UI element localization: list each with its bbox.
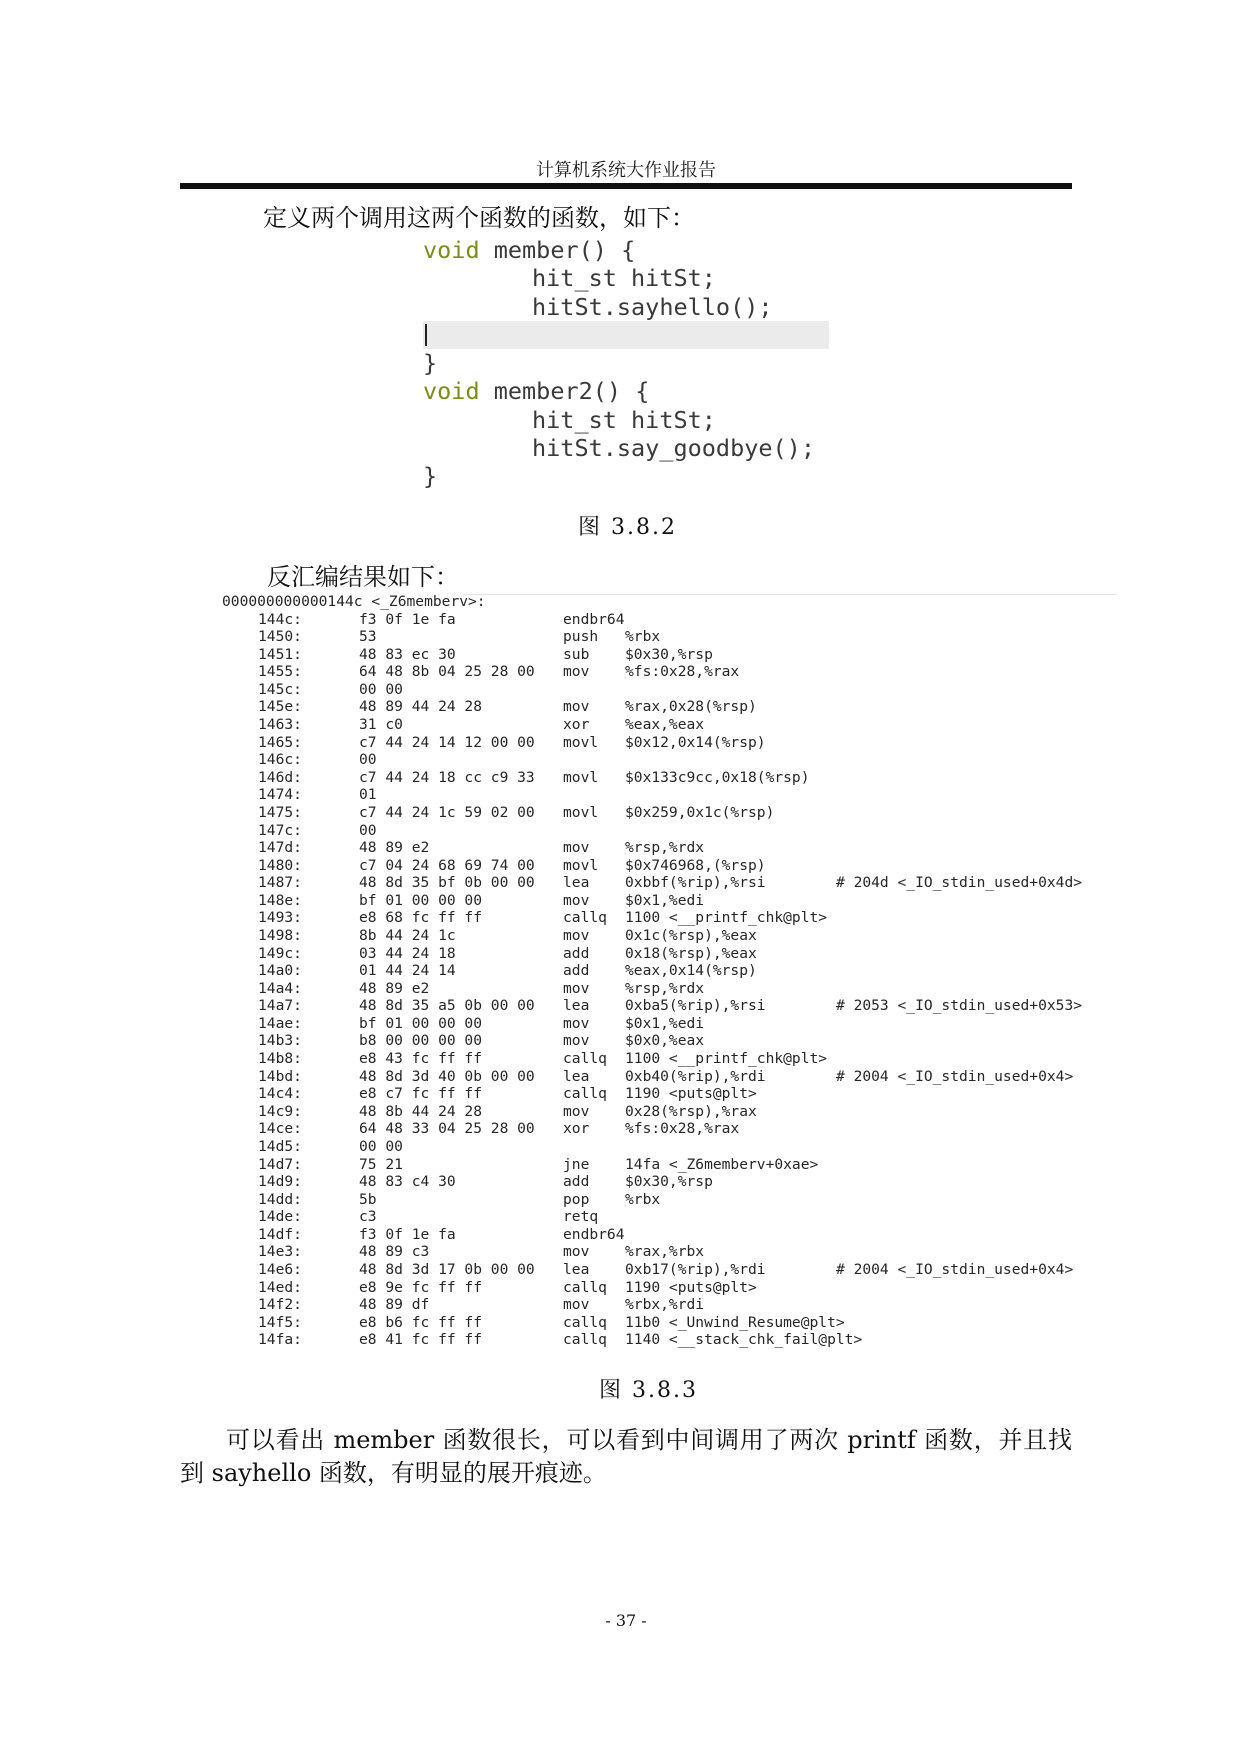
disasm-row <box>222 804 1112 822</box>
disasm-address: 14d9: <box>258 1173 302 1191</box>
disasm-address: 1455: <box>258 663 302 681</box>
disasm-bytes: c7 44 24 18 cc c9 33 <box>359 768 535 786</box>
code-text: member() { <box>479 236 636 264</box>
disasm-operands: 0xb17(%rip),%rdi <box>625 1260 766 1278</box>
disasm-mnemonic: mov <box>563 979 590 997</box>
disasm-bytes: 48 89 e2 <box>359 839 430 857</box>
disasm-address: 1450: <box>258 628 302 646</box>
disasm-operands: %rbx <box>625 628 661 646</box>
disasm-mnemonic: movl <box>563 768 599 786</box>
code-keyword: void <box>423 377 480 406</box>
disasm-operands: %fs:0x28,%rax <box>625 1120 740 1138</box>
disasm-address: 14ae: <box>258 1014 302 1032</box>
disasm-operands: %rsp,%rdx <box>625 979 705 997</box>
disasm-mnemonic: callq <box>563 1313 607 1331</box>
disasm-bytes: 5b <box>359 1190 377 1208</box>
disasm-function-label: 000000000000144c <_Z6memberv>: <box>222 593 486 610</box>
disasm-address: 1475: <box>258 803 302 821</box>
disasm-address: 1451: <box>258 645 302 663</box>
disasm-comment: # 2004 <_IO_stdin_used+0x4> <box>836 1260 1074 1278</box>
disasm-bytes: bf 01 00 00 00 <box>359 1014 483 1032</box>
disasm-operands: 1140 <__stack_chk_fail@plt> <box>625 1331 863 1349</box>
disasm-row <box>222 1331 1112 1349</box>
disasm-address: 149c: <box>258 944 302 962</box>
disasm-bytes: 75 21 <box>359 1155 403 1173</box>
header-rule <box>180 183 1072 189</box>
disasm-row <box>222 962 1112 980</box>
disasm-operands: 0x18(%rsp),%eax <box>625 944 757 962</box>
disasm-operands: %rax,%rbx <box>625 1243 705 1261</box>
disasm-bytes: 01 <box>359 786 377 804</box>
disasm-bytes: e8 c7 fc ff ff <box>359 1085 483 1103</box>
code-line <box>423 406 843 434</box>
disassembly-listing <box>222 593 1112 1349</box>
code-line <box>423 349 843 377</box>
disasm-bytes: e8 b6 fc ff ff <box>359 1313 483 1331</box>
disasm-mnemonic: jne <box>563 1155 590 1173</box>
code-intro-text: 定义两个调用这两个函数的函数，如下： <box>263 204 695 232</box>
figure-caption: 图 3.8.3 <box>599 1378 698 1403</box>
disasm-operands: %rax,0x28(%rsp) <box>625 698 757 716</box>
disasm-row <box>222 751 1112 769</box>
disasm-operands: 14fa <_Z6memberv+0xae> <box>625 1155 819 1173</box>
disasm-bytes: e8 43 fc ff ff <box>359 1050 483 1068</box>
disasm-comment: # 2004 <_IO_stdin_used+0x4> <box>836 1067 1074 1085</box>
disasm-row <box>222 1314 1112 1332</box>
disasm-operands: 0x28(%rsp),%rax <box>625 1102 757 1120</box>
disasm-row <box>222 927 1112 945</box>
disasm-mnemonic: mov <box>563 1296 590 1314</box>
disasm-address: 1480: <box>258 856 302 874</box>
text-cursor <box>425 324 427 346</box>
disasm-address: 1498: <box>258 926 302 944</box>
disasm-address: 14fa: <box>258 1331 302 1349</box>
disasm-mnemonic: movl <box>563 803 599 821</box>
disasm-operands: $0x0,%eax <box>625 1032 705 1050</box>
disasm-bytes: 48 89 c3 <box>359 1243 430 1261</box>
disasm-address: 14dd: <box>258 1190 302 1208</box>
disasm-address: 146c: <box>258 751 302 769</box>
disasm-operands: 1100 <__printf_chk@plt> <box>625 909 828 927</box>
code-snippet <box>423 236 843 491</box>
disasm-address: 14b8: <box>258 1050 302 1068</box>
disasm-mnemonic: callq <box>563 1050 607 1068</box>
disasm-bytes: 48 89 df <box>359 1296 430 1314</box>
disasm-operands: %rsp,%rdx <box>625 839 705 857</box>
disasm-mnemonic: endbr64 <box>563 610 625 628</box>
disasm-mnemonic: retq <box>563 1208 599 1226</box>
disasm-address: 14c9: <box>258 1102 302 1120</box>
code-text: } <box>423 349 438 378</box>
disasm-address: 14a7: <box>258 997 302 1015</box>
disasm-bytes: 00 <box>359 821 377 839</box>
code-text: hit_st hitSt; <box>532 264 716 293</box>
disasm-mnemonic: mov <box>563 663 590 681</box>
disasm-row <box>222 839 1112 857</box>
disasm-operands: $0x30,%rsp <box>625 1173 713 1191</box>
disasm-operands: $0x12,0x14(%rsp) <box>625 733 766 751</box>
disasm-row <box>222 1050 1112 1068</box>
disasm-mnemonic: movl <box>563 733 599 751</box>
disasm-mnemonic: callq <box>563 1085 607 1103</box>
disasm-address: 14b3: <box>258 1032 302 1050</box>
disasm-intro-text: 反汇编结果如下： <box>267 563 459 591</box>
disasm-row <box>222 1085 1112 1103</box>
code-line <box>423 377 843 405</box>
conclusion-line-1: 可以看出 member 函数很长，可以看到中间调用了两次 printf 函数，并且找 <box>226 1426 1072 1454</box>
disasm-address: 14a0: <box>258 962 302 980</box>
disasm-bytes: 48 8d 3d 40 0b 00 00 <box>359 1067 535 1085</box>
disasm-mnemonic: mov <box>563 891 590 909</box>
page-number: - 37 - <box>605 1611 647 1630</box>
disasm-address: 14e6: <box>258 1260 302 1278</box>
disasm-bytes: bf 01 00 00 00 <box>359 891 483 909</box>
disasm-operands: 1190 <puts@plt> <box>625 1278 757 1296</box>
disasm-bytes: f3 0f 1e fa <box>359 1225 456 1243</box>
disasm-row <box>222 769 1112 787</box>
disasm-bytes: 64 48 33 04 25 28 00 <box>359 1120 535 1138</box>
disasm-row <box>222 716 1112 734</box>
disasm-mnemonic: xor <box>563 1120 590 1138</box>
disasm-operands: $0x1,%edi <box>625 1014 705 1032</box>
disasm-bytes: 03 44 24 18 <box>359 944 456 962</box>
disasm-bytes: 64 48 8b 04 25 28 00 <box>359 663 535 681</box>
disasm-address: 1463: <box>258 716 302 734</box>
disasm-row <box>222 1138 1112 1156</box>
code-text: } <box>423 462 438 491</box>
disasm-row <box>222 909 1112 927</box>
disasm-row <box>222 1191 1112 1209</box>
disasm-row <box>222 874 1112 892</box>
disasm-row <box>222 892 1112 910</box>
disasm-bytes: 48 83 c4 30 <box>359 1173 456 1191</box>
disasm-mnemonic: add <box>563 1173 590 1191</box>
disasm-mnemonic: sub <box>563 645 590 663</box>
disasm-row <box>222 1068 1112 1086</box>
disasm-row <box>222 698 1112 716</box>
disasm-address: 14d7: <box>258 1155 302 1173</box>
code-line <box>423 264 843 292</box>
disasm-bytes: 48 8d 3d 17 0b 00 00 <box>359 1260 535 1278</box>
disasm-operands: 0xba5(%rip),%rsi <box>625 997 766 1015</box>
disasm-bytes: 31 c0 <box>359 716 403 734</box>
disasm-row <box>222 628 1112 646</box>
disasm-address: 14f5: <box>258 1313 302 1331</box>
disasm-row <box>222 1296 1112 1314</box>
disasm-mnemonic: xor <box>563 716 590 734</box>
disasm-address: 14bd: <box>258 1067 302 1085</box>
disasm-mnemonic: movl <box>563 856 599 874</box>
disasm-row <box>222 1173 1112 1191</box>
disasm-address: 14ce: <box>258 1120 302 1138</box>
disasm-operands: %eax,0x14(%rsp) <box>625 962 757 980</box>
disasm-bytes: e8 41 fc ff ff <box>359 1331 483 1349</box>
disasm-operands: $0x1,%edi <box>625 891 705 909</box>
disasm-row <box>222 663 1112 681</box>
disasm-mnemonic: callq <box>563 1331 607 1349</box>
disasm-operands: 0xb40(%rip),%rdi <box>625 1067 766 1085</box>
disasm-row <box>222 857 1112 875</box>
disasm-mnemonic: pop <box>563 1190 590 1208</box>
disasm-bytes: 8b 44 24 1c <box>359 926 456 944</box>
disasm-address: 14d5: <box>258 1137 302 1155</box>
disasm-address: 14f2: <box>258 1296 302 1314</box>
disasm-operands: 1190 <puts@plt> <box>625 1085 757 1103</box>
disasm-mnemonic: lea <box>563 1260 590 1278</box>
code-text: hitSt.sayhello(); <box>532 292 773 321</box>
disasm-row <box>222 646 1112 664</box>
disasm-bytes: c7 44 24 1c 59 02 00 <box>359 803 535 821</box>
disasm-row <box>222 822 1112 840</box>
disasm-comment: # 204d <_IO_stdin_used+0x4d> <box>836 874 1083 892</box>
disasm-row <box>222 1243 1112 1261</box>
disasm-address: 14a4: <box>258 979 302 997</box>
disasm-operands: 0x1c(%rsp),%eax <box>625 926 757 944</box>
disasm-mnemonic: mov <box>563 1102 590 1120</box>
disasm-bytes: 53 <box>359 628 377 646</box>
disasm-row <box>222 1015 1112 1033</box>
disasm-bytes: 48 8d 35 bf 0b 00 00 <box>359 874 535 892</box>
disasm-operands: 11b0 <_Unwind_Resume@plt> <box>625 1313 845 1331</box>
disasm-mnemonic: mov <box>563 839 590 857</box>
disasm-mnemonic: lea <box>563 997 590 1015</box>
disasm-address: 14df: <box>258 1225 302 1243</box>
disasm-mnemonic: add <box>563 962 590 980</box>
disasm-bytes: 00 00 <box>359 680 403 698</box>
disasm-mnemonic: mov <box>563 1243 590 1261</box>
code-line-current <box>423 321 829 349</box>
disasm-address: 145e: <box>258 698 302 716</box>
disasm-row <box>222 734 1112 752</box>
disasm-address: 147c: <box>258 821 302 839</box>
conclusion-line-2: 到 sayhello 函数，有明显的展开痕迹。 <box>180 1459 607 1487</box>
disasm-row <box>222 1208 1112 1226</box>
disasm-address: 145c: <box>258 680 302 698</box>
disasm-mnemonic: mov <box>563 698 590 716</box>
disasm-operands: 1100 <__printf_chk@plt> <box>625 1050 828 1068</box>
disasm-row <box>222 1156 1112 1174</box>
disasm-row <box>222 1103 1112 1121</box>
disasm-address: 1474: <box>258 786 302 804</box>
disasm-row <box>222 980 1112 998</box>
disasm-bytes: 48 83 ec 30 <box>359 645 456 663</box>
disasm-address: 144c: <box>258 610 302 628</box>
disasm-operands: %rbx,%rdi <box>625 1296 705 1314</box>
disasm-header-row <box>222 593 1112 611</box>
disasm-address: 146d: <box>258 768 302 786</box>
disasm-address: 1487: <box>258 874 302 892</box>
disasm-operands: $0x30,%rsp <box>625 645 713 663</box>
disasm-address: 1465: <box>258 733 302 751</box>
code-line <box>423 293 843 321</box>
disasm-row <box>222 786 1112 804</box>
code-text: member2() { <box>479 377 650 406</box>
disasm-operands: %rbx <box>625 1190 661 1208</box>
disasm-mnemonic: add <box>563 944 590 962</box>
disasm-bytes: 48 89 e2 <box>359 979 430 997</box>
disasm-bytes: c3 <box>359 1208 377 1226</box>
disasm-operands: %fs:0x28,%rax <box>625 663 740 681</box>
disasm-row <box>222 1279 1112 1297</box>
disasm-address: 14e3: <box>258 1243 302 1261</box>
code-keyword: void <box>423 236 480 264</box>
disasm-address: 1493: <box>258 909 302 927</box>
disasm-row <box>222 997 1112 1015</box>
figure-caption: 图 3.8.2 <box>578 515 677 540</box>
disasm-mnemonic: mov <box>563 1014 590 1032</box>
disasm-mnemonic: mov <box>563 926 590 944</box>
disasm-mnemonic: lea <box>563 1067 590 1085</box>
disasm-mnemonic: push <box>563 628 599 646</box>
disasm-row <box>222 1226 1112 1244</box>
disasm-mnemonic: endbr64 <box>563 1225 625 1243</box>
disasm-row <box>222 1032 1112 1050</box>
disasm-mnemonic: callq <box>563 1278 607 1296</box>
disasm-bytes: e8 9e fc ff ff <box>359 1278 483 1296</box>
disasm-bytes: 48 8b 44 24 28 <box>359 1102 483 1120</box>
disasm-row <box>222 681 1112 699</box>
code-text: hit_st hitSt; <box>532 405 716 434</box>
disasm-operands: %eax,%eax <box>625 716 705 734</box>
disasm-operands: $0x746968,(%rsp) <box>625 856 766 874</box>
disasm-bytes: 00 <box>359 751 377 769</box>
disasm-mnemonic: mov <box>563 1032 590 1050</box>
disasm-operands: $0x133c9cc,0x18(%rsp) <box>625 768 810 786</box>
running-header-title: 计算机系统大作业报告 <box>536 160 716 181</box>
disasm-row <box>222 945 1112 963</box>
disasm-row <box>222 1120 1112 1138</box>
disasm-address: 14ed: <box>258 1278 302 1296</box>
disasm-bytes: c7 04 24 68 69 74 00 <box>359 856 535 874</box>
disasm-row <box>222 1261 1112 1279</box>
code-line <box>423 462 843 490</box>
code-line <box>423 236 843 264</box>
disasm-address: 14c4: <box>258 1085 302 1103</box>
disasm-bytes: 48 89 44 24 28 <box>359 698 483 716</box>
disasm-address: 14de: <box>258 1208 302 1226</box>
disasm-bytes: 48 8d 35 a5 0b 00 00 <box>359 997 535 1015</box>
disasm-bytes: f3 0f 1e fa <box>359 610 456 628</box>
disasm-operands: $0x259,0x1c(%rsp) <box>625 803 775 821</box>
disasm-address: 147d: <box>258 839 302 857</box>
disasm-bytes: e8 68 fc ff ff <box>359 909 483 927</box>
disasm-bytes: 00 00 <box>359 1137 403 1155</box>
disasm-mnemonic: callq <box>563 909 607 927</box>
code-line <box>423 434 843 462</box>
disasm-bytes: 01 44 24 14 <box>359 962 456 980</box>
disasm-row <box>222 611 1112 629</box>
disasm-comment: # 2053 <_IO_stdin_used+0x53> <box>836 997 1083 1015</box>
disasm-address: 148e: <box>258 891 302 909</box>
disasm-operands: 0xbbf(%rip),%rsi <box>625 874 766 892</box>
disasm-mnemonic: lea <box>563 874 590 892</box>
code-text: hitSt.say_goodbye(); <box>532 434 815 463</box>
disasm-bytes: c7 44 24 14 12 00 00 <box>359 733 535 751</box>
disasm-bytes: b8 00 00 00 00 <box>359 1032 483 1050</box>
